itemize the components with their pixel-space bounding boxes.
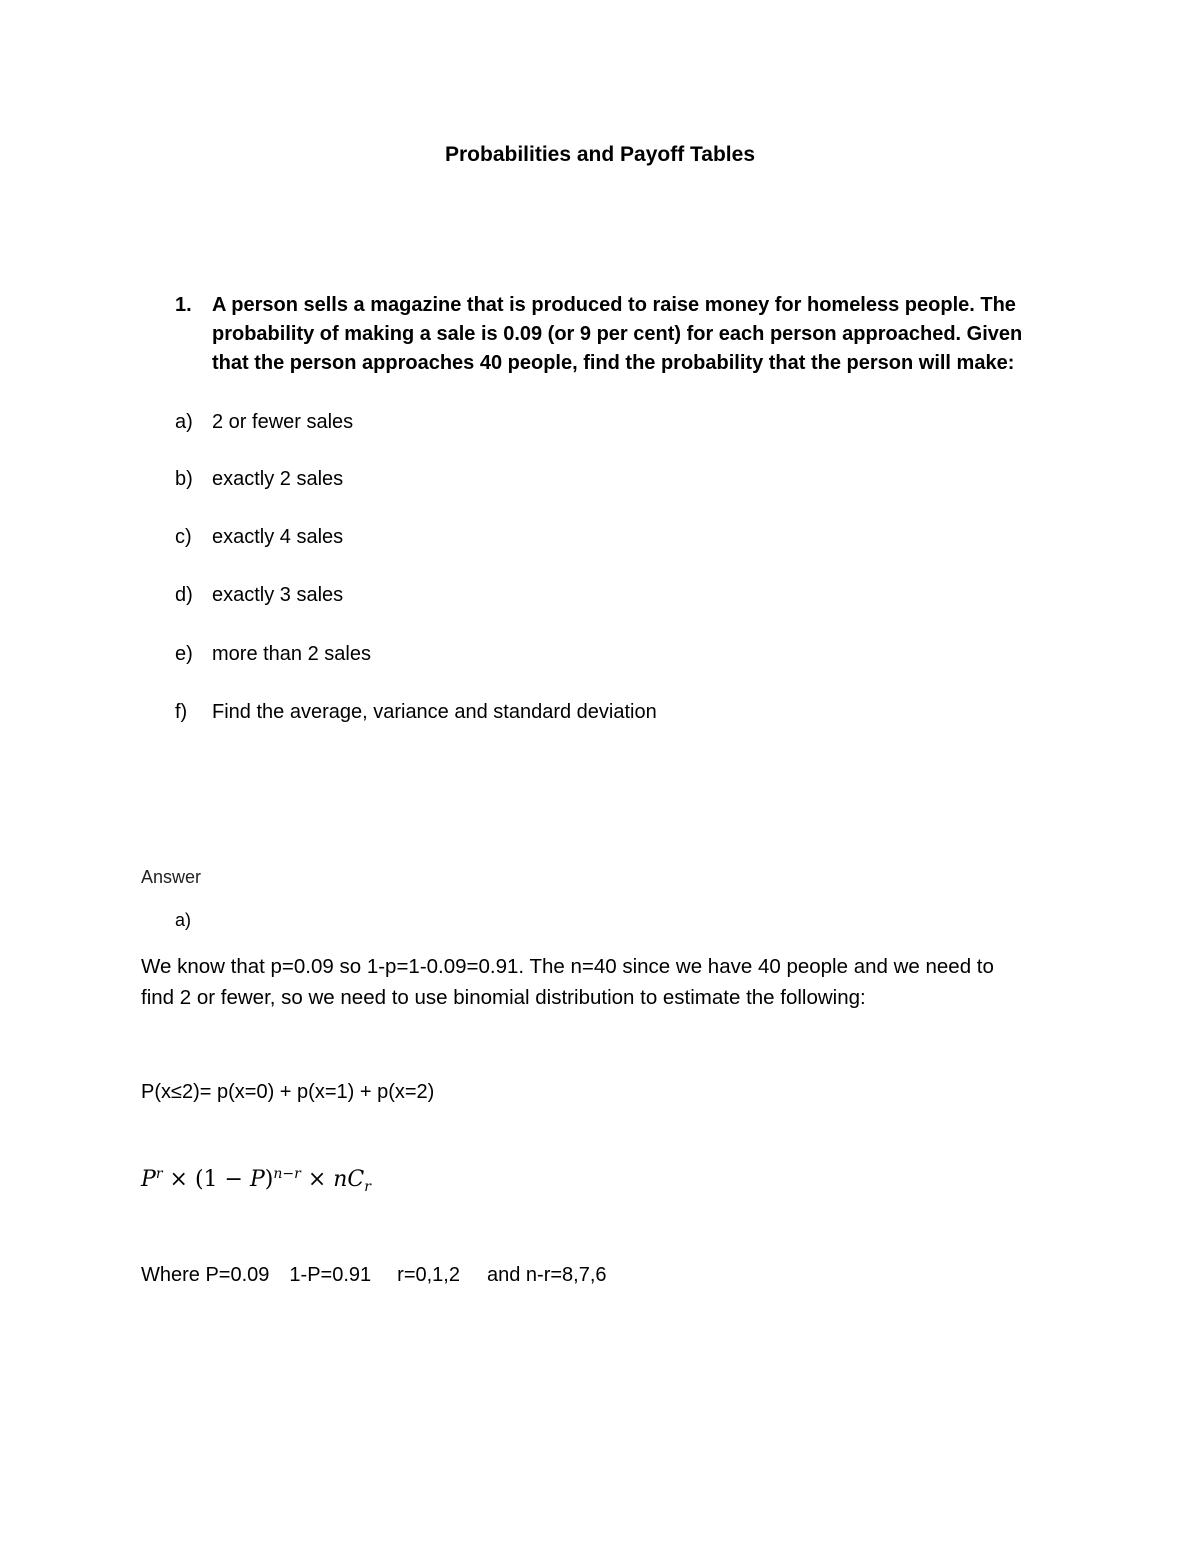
- part-a-text: 2 or fewer sales: [212, 411, 354, 433]
- formula-exponent-r: r: [155, 1166, 163, 1182]
- question-line-3: that the person approaches 40 people, find the probability that the person will make:: [212, 352, 1015, 374]
- where-n-minus-r: and n-r=8,7,6: [486, 1264, 607, 1286]
- part-e-letter: e): [175, 643, 193, 665]
- formula-base-p: P: [141, 1167, 156, 1192]
- part-b-text: exactly 2 sales: [212, 468, 344, 490]
- formula-times-2: ×: [307, 1167, 327, 1192]
- part-d-letter: d): [175, 584, 193, 606]
- question-line-1: A person sells a magazine that is produced to raise money for homeless people. The: [212, 294, 1016, 316]
- binomial-formula: [141, 1166, 371, 1195]
- formula-times-1: ×: [169, 1167, 188, 1192]
- answer-label: Answer: [141, 867, 202, 887]
- part-b-letter: b): [175, 468, 193, 490]
- where-p: Where P=0.09: [141, 1264, 270, 1286]
- part-c-text: exactly 4 sales: [212, 526, 344, 548]
- where-one-minus-p: 1-P=0.91: [289, 1264, 372, 1286]
- where-r: r=0,1,2: [397, 1264, 460, 1286]
- formula-subscript-r: r: [364, 1179, 371, 1195]
- formula-paren-close: ): [264, 1167, 274, 1192]
- formula-exponent-n-r: n−r: [273, 1166, 301, 1182]
- probability-equation: P(x≤2)= p(x=0) + p(x=1) + p(x=2): [141, 1081, 435, 1103]
- part-f-text: Find the average, variance and standard deviation: [212, 701, 657, 723]
- question-line-2: probability of making a sale is 0.09 (or 9 per cent) for each person approached. Given: [212, 323, 1023, 345]
- answer-paragraph-line-2: find 2 or fewer, so we need to use binomial distribution to estimate the following:: [141, 986, 866, 1009]
- answer-part-label: a): [175, 910, 192, 930]
- answer-paragraph-line-1: We know that p=0.09 so 1-p=1-0.09=0.91. The n=40 since we have 40 people and we need to: [141, 955, 994, 978]
- where-line: [141, 1264, 607, 1287]
- formula-paren-open: (1 −: [194, 1167, 250, 1192]
- part-f-letter: f): [175, 701, 188, 723]
- part-e-text: more than 2 sales: [212, 643, 371, 665]
- part-d-text: exactly 3 sales: [212, 584, 344, 606]
- question-number: 1.: [175, 294, 192, 316]
- part-a-letter: a): [175, 411, 193, 433]
- page-title: Probabilities and Payoff Tables: [444, 143, 756, 166]
- part-c-letter: c): [175, 526, 192, 548]
- formula-base-ncr: nC: [333, 1167, 365, 1192]
- formula-base-p-2: P: [249, 1167, 265, 1192]
